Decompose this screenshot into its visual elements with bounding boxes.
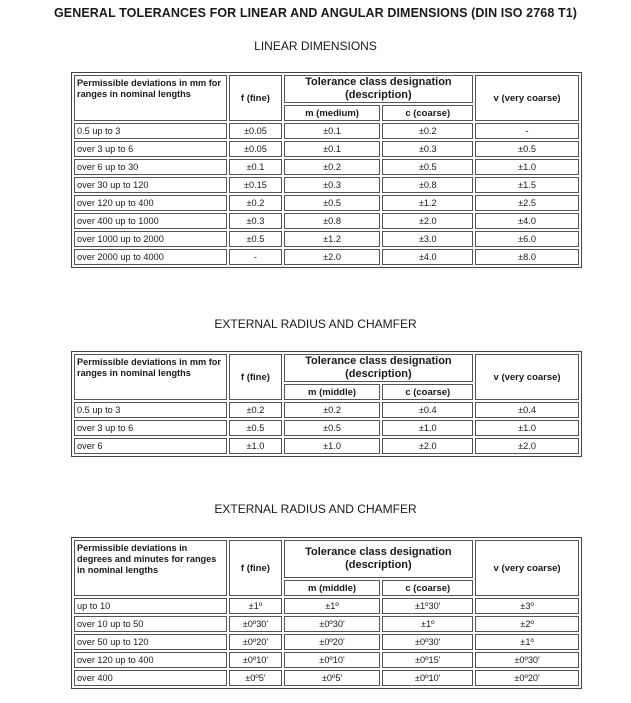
medium-cell: ±1.0 xyxy=(284,438,381,454)
very-coarse-cell: ±1º xyxy=(475,634,579,650)
coarse-cell: ±0.5 xyxy=(382,159,473,175)
section-title-radius: EXTERNAL RADIUS AND CHAMFER xyxy=(214,317,417,331)
header-class-designation: Tolerance class designation (description) xyxy=(284,354,473,382)
range-cell: 0.5 up to 3 xyxy=(74,402,227,418)
header-very-coarse: v (very coarse) xyxy=(475,540,579,596)
very-coarse-cell: ±1.0 xyxy=(475,159,579,175)
linear-dimensions-table xyxy=(71,72,582,268)
very-coarse-cell: ±2.0 xyxy=(475,438,579,454)
fine-cell: ±1.0 xyxy=(229,438,281,454)
radius-chamfer-table xyxy=(71,351,582,457)
header-coarse: c (coarse) xyxy=(382,580,473,596)
medium-cell: ±0.1 xyxy=(284,123,381,139)
range-cell: over 6 up to 30 xyxy=(74,159,227,175)
range-cell: over 3 up to 6 xyxy=(74,141,227,157)
header-description: Permissible deviations in mm for ranges in nominal lengths xyxy=(74,75,227,121)
range-cell: over 2000 up to 4000 xyxy=(74,249,227,265)
medium-cell: ±0º20' xyxy=(284,634,381,650)
fine-cell: ±0.2 xyxy=(229,195,281,211)
coarse-cell: ±1º30' xyxy=(382,598,473,614)
very-coarse-cell: ±0º30' xyxy=(475,652,579,668)
header-row xyxy=(74,354,579,382)
table-row xyxy=(74,195,579,211)
medium-cell: ±0º30' xyxy=(284,616,381,632)
table-row xyxy=(74,159,579,175)
range-cell: over 120 up to 400 xyxy=(74,652,227,668)
range-cell: up to 10 xyxy=(74,598,227,614)
coarse-cell: ±1.0 xyxy=(382,420,473,436)
medium-cell: ±0.5 xyxy=(284,195,381,211)
range-cell: over 120 up to 400 xyxy=(74,195,227,211)
very-coarse-cell: ±1.0 xyxy=(475,420,579,436)
very-coarse-cell: ±6.0 xyxy=(475,231,579,247)
header-medium: m (middle) xyxy=(284,384,381,400)
medium-cell: ±0º10' xyxy=(284,652,381,668)
section-title-linear: LINEAR DIMENSIONS xyxy=(254,39,377,53)
table-row xyxy=(74,177,579,193)
very-coarse-cell: - xyxy=(475,123,579,139)
header-class-designation: Tolerance class designation (description) xyxy=(284,75,473,103)
fine-cell: ±0.3 xyxy=(229,213,281,229)
very-coarse-cell: ±0.5 xyxy=(475,141,579,157)
medium-cell: ±0.8 xyxy=(284,213,381,229)
fine-cell: ±0.2 xyxy=(229,402,281,418)
table-body xyxy=(74,354,579,454)
range-cell: over 10 up to 50 xyxy=(74,616,227,632)
table-row xyxy=(74,141,579,157)
fine-cell: ±0.1 xyxy=(229,159,281,175)
header-row xyxy=(74,75,579,103)
header-very-coarse: v (very coarse) xyxy=(475,354,579,400)
page-title: GENERAL TOLERANCES FOR LINEAR AND ANGULAR DIMENSIONS (DIN ISO 2768 T1) xyxy=(53,6,578,20)
angular-dimensions-table xyxy=(71,537,582,689)
header-description: Permissible deviations in degrees and minutes for ranges in nominal lengths xyxy=(74,540,227,596)
header-fine: f (fine) xyxy=(229,75,281,121)
range-cell: over 30 up to 120 xyxy=(74,177,227,193)
range-cell: over 6 xyxy=(74,438,227,454)
range-cell: over 400 xyxy=(74,670,227,686)
range-cell: over 3 up to 6 xyxy=(74,420,227,436)
header-coarse: c (coarse) xyxy=(382,384,473,400)
table-row xyxy=(74,652,579,668)
coarse-cell: ±1º xyxy=(382,616,473,632)
fine-cell: ±0.15 xyxy=(229,177,281,193)
coarse-cell: ±0.4 xyxy=(382,402,473,418)
fine-cell: ±0.5 xyxy=(229,231,281,247)
header-coarse: c (coarse) xyxy=(382,105,473,121)
medium-cell: ±1.2 xyxy=(284,231,381,247)
table-row xyxy=(74,123,579,139)
header-fine: f (fine) xyxy=(229,540,281,596)
range-cell: 0.5 up to 3 xyxy=(74,123,227,139)
fine-cell: ±0º5' xyxy=(229,670,281,686)
very-coarse-cell: ±2.5 xyxy=(475,195,579,211)
medium-cell: ±0.5 xyxy=(284,420,381,436)
header-very-coarse: v (very coarse) xyxy=(475,75,579,121)
range-cell: over 400 up to 1000 xyxy=(74,213,227,229)
fine-cell: ±1º xyxy=(229,598,281,614)
coarse-cell: ±1.2 xyxy=(382,195,473,211)
very-coarse-cell: ±1.5 xyxy=(475,177,579,193)
section-title-angular: EXTERNAL RADIUS AND CHAMFER xyxy=(214,502,417,516)
very-coarse-cell: ±0.4 xyxy=(475,402,579,418)
fine-cell: ±0.5 xyxy=(229,420,281,436)
very-coarse-cell: ±0º20' xyxy=(475,670,579,686)
coarse-cell: ±0.3 xyxy=(382,141,473,157)
coarse-cell: ±0º30' xyxy=(382,634,473,650)
medium-cell: ±2.0 xyxy=(284,249,381,265)
table-row xyxy=(74,598,579,614)
coarse-cell: ±0.2 xyxy=(382,123,473,139)
very-coarse-cell: ±3º xyxy=(475,598,579,614)
header-medium: m (medium) xyxy=(284,105,381,121)
medium-cell: ±0º5' xyxy=(284,670,381,686)
medium-cell: ±0.2 xyxy=(284,402,381,418)
fine-cell: - xyxy=(229,249,281,265)
fine-cell: ±0º30' xyxy=(229,616,281,632)
table-row xyxy=(74,438,579,454)
very-coarse-cell: ±8.0 xyxy=(475,249,579,265)
header-fine: f (fine) xyxy=(229,354,281,400)
coarse-cell: ±3.0 xyxy=(382,231,473,247)
range-cell: over 50 up to 120 xyxy=(74,634,227,650)
coarse-cell: ±2.0 xyxy=(382,213,473,229)
header-description: Permissible deviations in mm for ranges in nominal lengths xyxy=(74,354,227,400)
medium-cell: ±0.1 xyxy=(284,141,381,157)
table-row xyxy=(74,231,579,247)
table-row xyxy=(74,420,579,436)
table-row xyxy=(74,616,579,632)
table-row xyxy=(74,634,579,650)
coarse-cell: ±0º15' xyxy=(382,652,473,668)
table-row xyxy=(74,402,579,418)
table-body xyxy=(74,75,579,265)
table-row xyxy=(74,670,579,686)
medium-cell: ±0.3 xyxy=(284,177,381,193)
coarse-cell: ±0.8 xyxy=(382,177,473,193)
fine-cell: ±0º20' xyxy=(229,634,281,650)
header-row xyxy=(74,540,579,578)
coarse-cell: ±4.0 xyxy=(382,249,473,265)
table-body xyxy=(74,540,579,686)
header-medium: m (middle) xyxy=(284,580,381,596)
table-row xyxy=(74,249,579,265)
range-cell: over 1000 up to 2000 xyxy=(74,231,227,247)
very-coarse-cell: ±2º xyxy=(475,616,579,632)
fine-cell: ±0.05 xyxy=(229,141,281,157)
medium-cell: ±1º xyxy=(284,598,381,614)
table-row xyxy=(74,213,579,229)
coarse-cell: ±0º10' xyxy=(382,670,473,686)
header-class-designation: Tolerance class designation (description) xyxy=(284,540,473,578)
very-coarse-cell: ±4.0 xyxy=(475,213,579,229)
coarse-cell: ±2.0 xyxy=(382,438,473,454)
fine-cell: ±0º10' xyxy=(229,652,281,668)
medium-cell: ±0.2 xyxy=(284,159,381,175)
fine-cell: ±0.05 xyxy=(229,123,281,139)
